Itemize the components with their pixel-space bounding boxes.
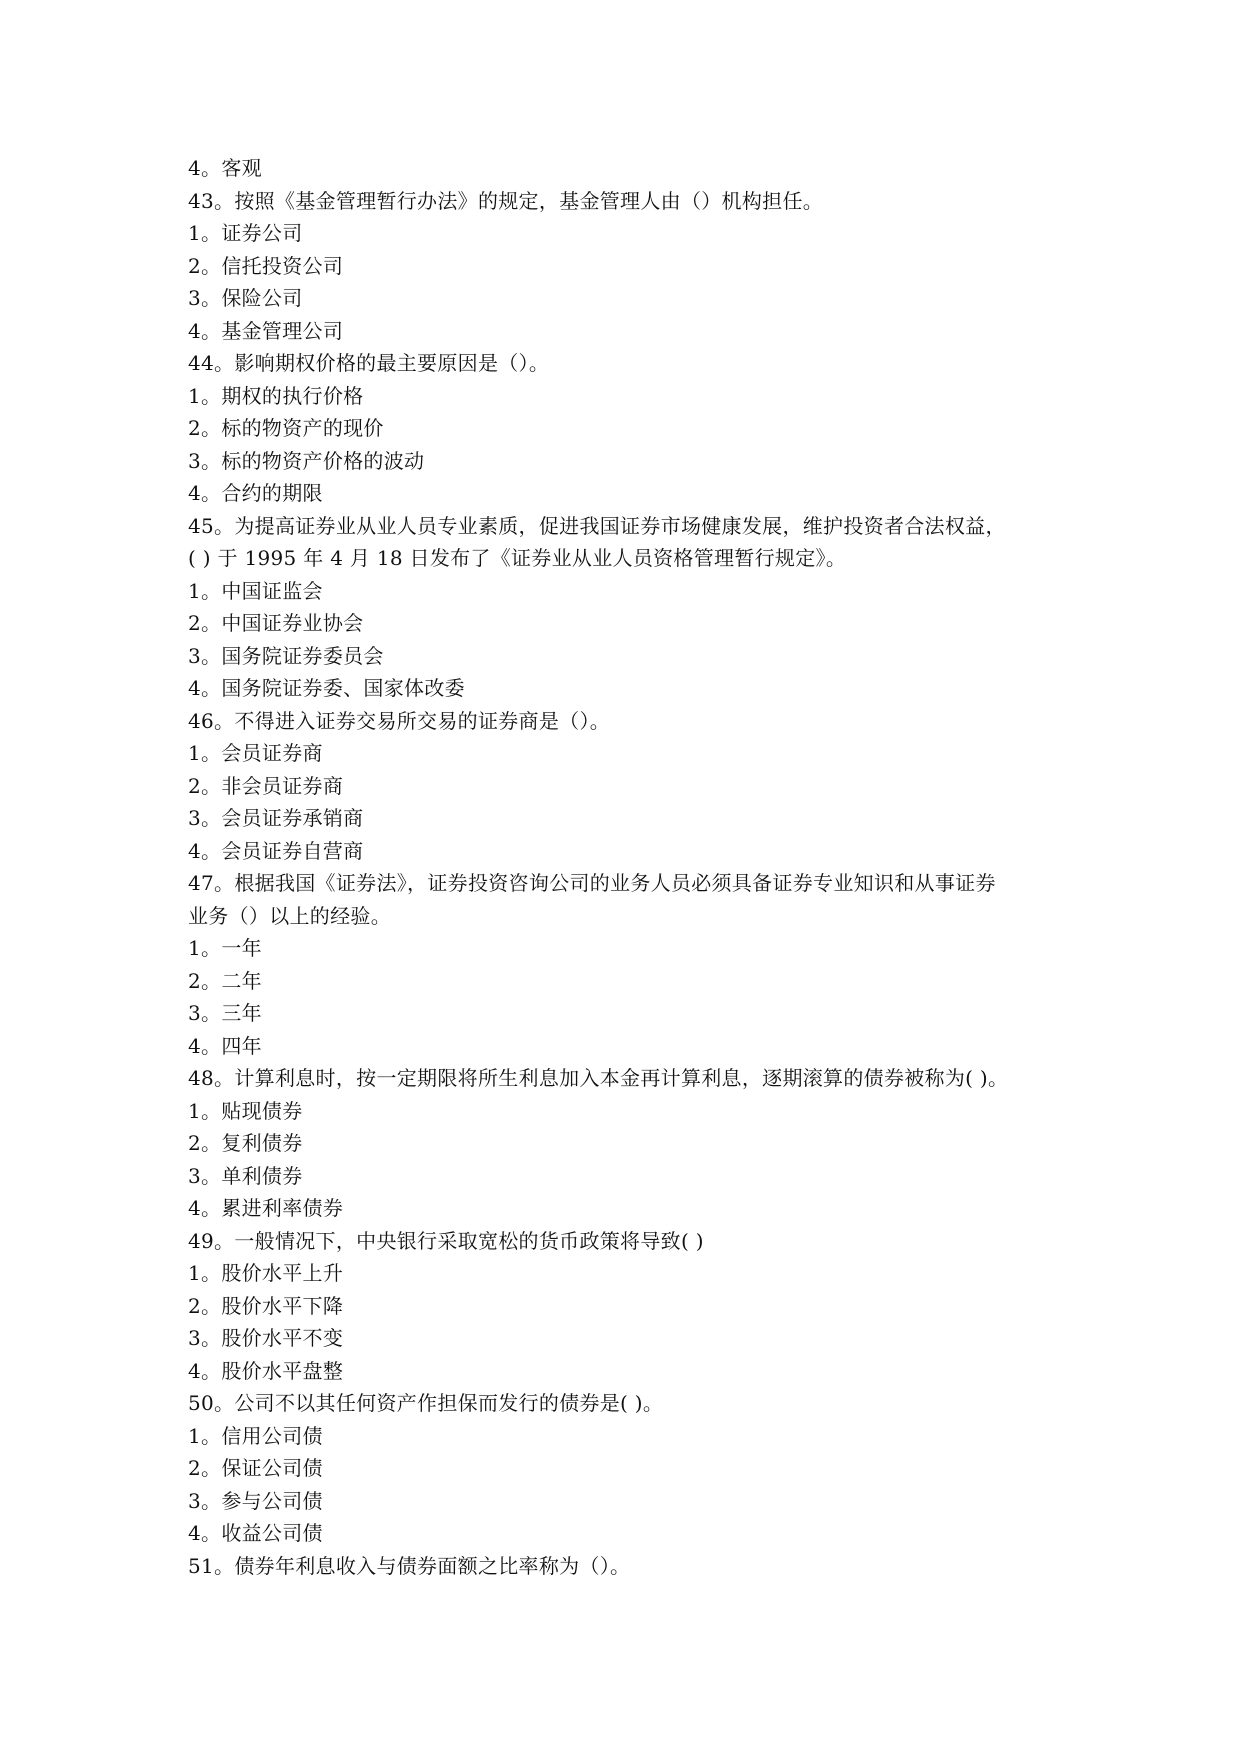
option-line: 2。二年: [188, 968, 262, 993]
option-line: 1。贴现债券: [188, 1098, 303, 1123]
option-line: 4。四年: [188, 1033, 262, 1058]
option-line: 1。会员证券商: [188, 741, 323, 765]
option-line: 4。基金管理公司: [188, 318, 344, 343]
option-line: 1。一年: [188, 936, 262, 960]
option-line: 3。保险公司: [188, 286, 303, 310]
question-47-line: 47。根据我国《证券法》，证券投资咨询公司的业务人员必须具备证券专业知识和从事证券: [188, 871, 996, 895]
option-line: 3。单利债券: [188, 1163, 303, 1188]
question-43-line: 43。按照《基金管理暂行办法》的规定，基金管理人由（）机构担任。: [188, 188, 824, 213]
option-line: 2。保证公司债: [188, 1456, 323, 1480]
question-51-line: 51。债券年利息收入与债券面额之比率称为（）。: [188, 1553, 631, 1578]
option-line: 1。信用公司债: [188, 1423, 323, 1448]
option-line: 3。参与公司债: [188, 1488, 323, 1513]
option-line: 2。标的物资产的现价: [188, 416, 384, 440]
option-line: 4。客观: [188, 156, 262, 180]
option-line: 4。累进利率债券: [188, 1196, 344, 1220]
option-line: 1。股价水平上升: [188, 1261, 344, 1285]
option-line: 4。会员证券自营商: [188, 838, 364, 863]
option-line: 3。会员证券承销商: [188, 806, 364, 830]
question-46-line: 46。不得进入证券交易所交易的证券商是（）。: [188, 708, 611, 733]
question-44-line: 44。影响期权价格的最主要原因是（）。: [188, 351, 550, 375]
option-line: 3。标的物资产价格的波动: [188, 448, 425, 473]
option-line: 1。证券公司: [188, 221, 303, 245]
question-47-continuation: 业务（）以上的经验。: [188, 903, 391, 928]
option-line: 4。收益公司债: [188, 1521, 323, 1545]
option-line: 4。合约的期限: [188, 481, 323, 505]
question-50-line: 50。公司不以其任何资产作担保而发行的债券是( )。: [188, 1391, 664, 1415]
option-line: 2。股价水平下降: [188, 1293, 344, 1318]
option-line: 4。股价水平盘整: [188, 1358, 344, 1383]
question-45-line: 45。为提高证券业从业人员专业素质，促进我国证券市场健康发展，维护投资者合法权益，: [188, 513, 1006, 538]
document-body: [188, 152, 1068, 1582]
option-line: 3。三年: [188, 1001, 262, 1025]
option-line: 2。信托投资公司: [188, 253, 344, 278]
question-48-line: 48。计算利息时，按一定期限将所生利息加入本金再计算利息，逐期滚算的债券被称为( )。: [188, 1066, 1009, 1090]
question-45-continuation: ( ) 于 1995 年 4 月 18 日发布了《证券业从业人员资格管理暂行规定》。: [188, 546, 847, 570]
option-line: 2。复利债券: [188, 1131, 303, 1155]
option-line: 4。国务院证券委、国家体改委: [188, 676, 465, 700]
option-line: 3。股价水平不变: [188, 1326, 344, 1350]
option-line: 2。中国证券业协会: [188, 611, 364, 635]
question-49-line: 49。一般情况下，中央银行采取宽松的货币政策将导致( ): [188, 1228, 704, 1253]
option-line: 1。中国证监会: [188, 578, 323, 603]
option-line: 2。非会员证券商: [188, 773, 344, 798]
option-line: 1。期权的执行价格: [188, 383, 364, 408]
option-line: 3。国务院证券委员会: [188, 643, 384, 668]
